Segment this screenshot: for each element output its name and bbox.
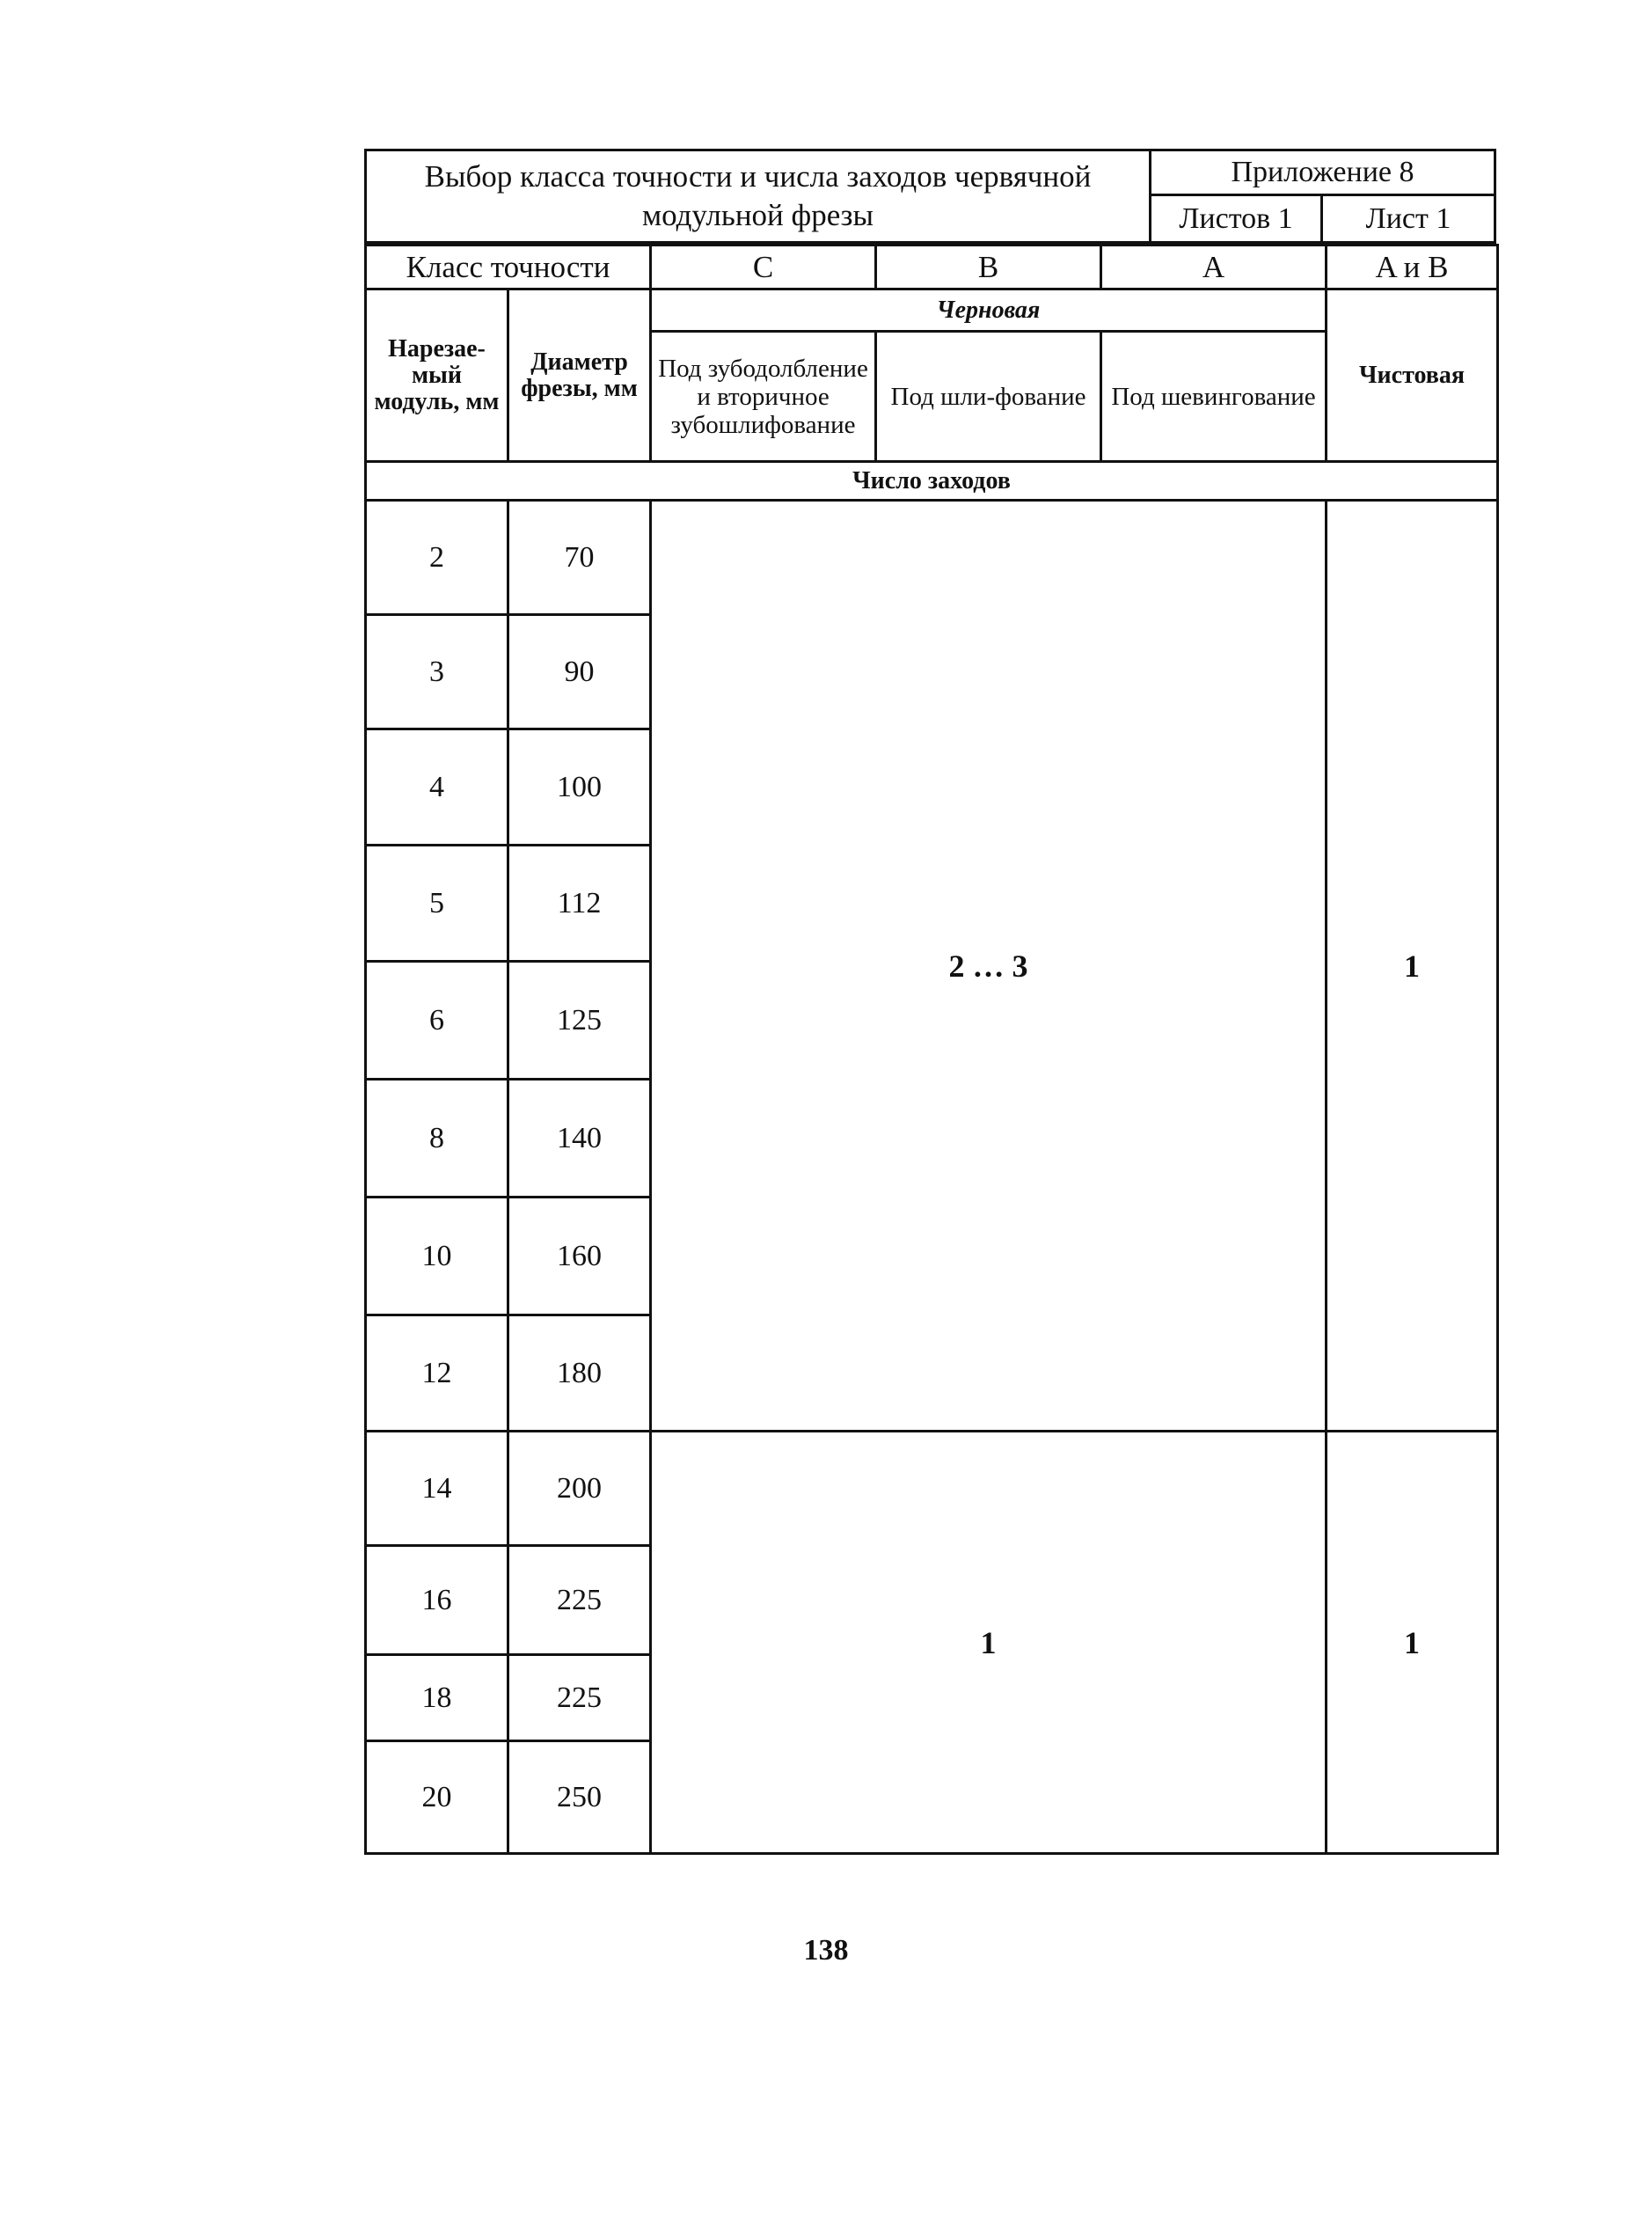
module-value: 8 <box>429 1121 444 1154</box>
module-cell <box>366 1198 508 1315</box>
module-value: 18 <box>421 1681 452 1714</box>
module-cell <box>366 1655 508 1741</box>
hob-selection-table <box>364 244 1499 1855</box>
module-value: 2 <box>429 540 444 574</box>
group2-finish-cell <box>1327 1432 1498 1854</box>
module-value: 12 <box>421 1356 452 1389</box>
starts-header <box>366 462 1498 501</box>
diameter-value: 112 <box>557 886 602 919</box>
diameter-value: 225 <box>557 1583 602 1616</box>
sheet-text: Лист 1 <box>1365 201 1451 235</box>
starts-header-row <box>366 462 1498 501</box>
diameter-cell <box>508 1655 651 1741</box>
class-row <box>366 245 1498 289</box>
class-ab: A и B <box>1375 249 1449 284</box>
finish-header-text: Чистовая <box>1358 361 1466 389</box>
sheets-total-text: Листов 1 <box>1179 201 1293 235</box>
class-label: Класс точности <box>406 249 610 284</box>
class-a: A <box>1202 249 1225 284</box>
rough-sub-shaving-text: Под шевингование <box>1111 382 1316 411</box>
diameter-value: 250 <box>557 1780 602 1813</box>
table-row <box>366 1432 1498 1546</box>
diameter-cell <box>508 1315 651 1432</box>
diameter-value: 180 <box>557 1356 602 1389</box>
class-b-cell <box>876 245 1101 289</box>
group2-rough-cell <box>651 1432 1327 1854</box>
group1-rough-cell <box>651 501 1327 1432</box>
group1-finish-value: 1 <box>1404 948 1421 984</box>
diameter-cell <box>508 962 651 1080</box>
class-b: B <box>977 249 999 284</box>
class-c-cell <box>651 245 876 289</box>
document-header <box>364 149 1496 244</box>
module-value: 3 <box>429 655 444 688</box>
module-value: 5 <box>429 886 444 919</box>
diameter-value: 90 <box>564 655 595 688</box>
module-value: 16 <box>421 1583 452 1616</box>
module-value: 20 <box>421 1780 452 1813</box>
class-a-cell <box>1101 245 1327 289</box>
module-value: 10 <box>421 1239 452 1272</box>
group2-rough-value: 1 <box>980 1624 997 1660</box>
module-cell <box>366 1432 508 1546</box>
module-cell <box>366 846 508 962</box>
diameter-cell <box>508 1198 651 1315</box>
group2-finish-value: 1 <box>1404 1624 1421 1660</box>
diameter-cell <box>508 729 651 846</box>
diameter-cell <box>508 1432 651 1546</box>
group1-finish-cell <box>1327 501 1498 1432</box>
diameter-value: 125 <box>557 1003 602 1037</box>
rough-header-row <box>366 289 1498 332</box>
diameter-value: 100 <box>557 770 602 803</box>
diameter-cell <box>508 1546 651 1655</box>
module-header-text: Нарезае-мый модуль, мм <box>374 334 500 415</box>
module-header <box>366 289 508 462</box>
class-label-cell <box>366 245 651 289</box>
rough-sub-shaving <box>1101 332 1327 462</box>
module-value: 4 <box>429 770 444 803</box>
rough-header-text: Черновая <box>936 296 1041 324</box>
rough-sub-hobbing-text: Под зубодолбление и вторичное зубошлифование <box>658 354 868 439</box>
diameter-header <box>508 289 651 462</box>
table-row <box>366 501 1498 615</box>
diameter-value: 160 <box>557 1239 602 1272</box>
module-cell <box>366 1741 508 1854</box>
diameter-cell <box>508 1741 651 1854</box>
appendix-text: Приложение 8 <box>1231 156 1414 188</box>
page-number: 138 <box>803 1934 849 1967</box>
module-cell <box>366 1546 508 1655</box>
sheet-label <box>1320 194 1496 244</box>
module-cell <box>366 1080 508 1198</box>
rough-sub-grinding-text: Под шли-фование <box>890 382 1086 411</box>
diameter-cell <box>508 615 651 729</box>
module-cell <box>366 615 508 729</box>
class-ab-cell <box>1327 245 1498 289</box>
diameter-cell <box>508 501 651 615</box>
starts-header-text: Число заходов <box>852 466 1011 494</box>
rough-sub-hobbing <box>651 332 876 462</box>
diameter-cell <box>508 846 651 962</box>
module-value: 6 <box>429 1003 444 1037</box>
appendix-label <box>1149 149 1496 196</box>
rough-header <box>651 289 1327 332</box>
finish-header <box>1327 289 1498 462</box>
class-c: C <box>752 249 774 284</box>
rough-sub-grinding <box>876 332 1101 462</box>
module-value: 14 <box>421 1471 452 1505</box>
module-cell <box>366 962 508 1080</box>
diameter-value: 140 <box>557 1121 602 1154</box>
diameter-value: 70 <box>564 540 595 574</box>
sheets-total-label <box>1149 194 1323 244</box>
document-title <box>364 149 1151 244</box>
document-title-text: Выбор класса точности и числа заходов червячной модульной фрезы <box>424 159 1092 232</box>
module-cell <box>366 1315 508 1432</box>
diameter-cell <box>508 1080 651 1198</box>
module-cell <box>366 501 508 615</box>
group1-rough-value: 2 … 3 <box>948 948 1028 984</box>
module-cell <box>366 729 508 846</box>
diameter-value: 200 <box>557 1471 602 1505</box>
diameter-value: 225 <box>557 1681 602 1714</box>
diameter-header-text: Диаметр фрезы, мм <box>521 348 638 402</box>
